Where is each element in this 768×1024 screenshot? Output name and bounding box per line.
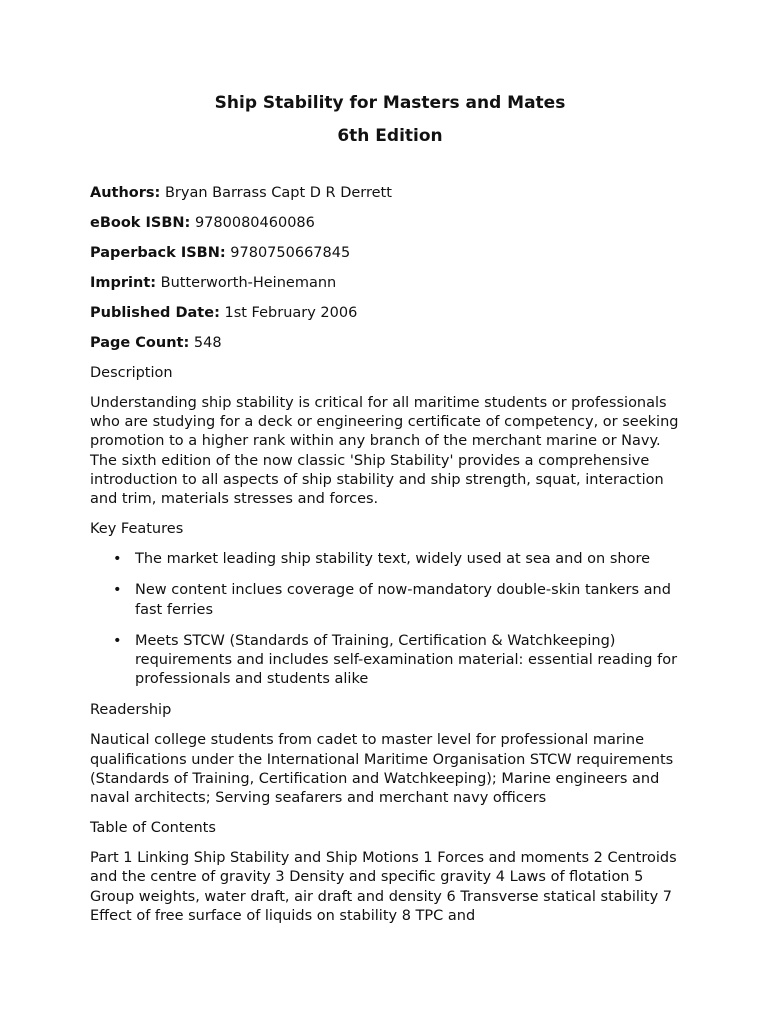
readership-heading: Readership [90, 702, 172, 719]
meta-value: 548 [193, 335, 222, 351]
feature-text: Meets STCW (Standards of Training, Certification & Watchkeeping) requirements and includes self-examination material: essential reading for professionals and students alike [135, 632, 678, 688]
bullet-icon: • [113, 582, 122, 599]
feature-text: New content inclues coverage of now-mandatory double-skin tankers and fast ferries [135, 582, 671, 618]
meta-value: Butterworth-Heinemann [160, 275, 337, 291]
toc-text: Part 1 Linking Ship Stability and Ship Motions 1 Forces and moments 2 Centroids and the centre of gravity 3 Density and specific gravity 4 Laws of flotation 5 Group weights, water draft, air draft and density 6 Transverse statical stability 7 Effect of free surface of liquids on stability 8 TPC and [90, 850, 677, 924]
meta-ebook-isbn [90, 214, 690, 233]
meta-value: Bryan Barrass Capt D R Derrett [164, 185, 392, 201]
bullet-icon: • [113, 551, 122, 568]
toc-heading: Table of Contents [90, 820, 216, 837]
meta-value: 1st February 2006 [224, 305, 358, 321]
meta-imprint [90, 274, 690, 293]
feature-text: The market leading ship stability text, widely used at sea and on shore [135, 551, 651, 568]
meta-value: 9780080460086 [194, 215, 315, 231]
list-item [90, 581, 690, 619]
readership-text: Nautical college students from cadet to master level for professional marine qualifications under the International Maritime Organisation STCW requirements (Standards of Training, Certification and Watchkeeping); Marine engineers and naval architects; Serving seafarers and merchant navy officers [90, 732, 674, 807]
description-heading: Description [90, 365, 173, 381]
document-title: Ship Stability for Masters and Mates [214, 93, 566, 113]
meta-label: Authors: [90, 185, 161, 201]
metadata-list [90, 184, 690, 353]
meta-authors [90, 184, 690, 203]
list-item [90, 632, 690, 690]
meta-label: Paperback ISBN: [90, 245, 226, 261]
key-features-heading: Key Features [90, 521, 184, 538]
key-features-list [90, 550, 690, 689]
meta-label: eBook ISBN: [90, 215, 191, 231]
list-item [90, 550, 690, 569]
bullet-icon: • [113, 632, 122, 649]
meta-paperback-isbn [90, 244, 690, 263]
document-page [90, 92, 690, 937]
document-edition: 6th Edition [337, 126, 443, 146]
meta-label: Published Date: [90, 305, 220, 321]
meta-page-count [90, 334, 690, 353]
meta-label: Imprint: [90, 275, 157, 291]
meta-label: Page Count: [90, 335, 190, 351]
description-text: Understanding ship stability is critical for all maritime students or professionals who are studying for a deck or engineering certificate of competency, or seeking promotion to a higher rank within any branch of the merchant marine or Navy. The sixth edition of the now classic 'Ship Stability' provides a comprehensive introduction to all aspects of ship stability and ship strength, squat, interaction and trim, materials stresses and forces. [90, 395, 679, 508]
meta-value: 9780750667845 [230, 245, 351, 261]
meta-published-date [90, 304, 690, 323]
